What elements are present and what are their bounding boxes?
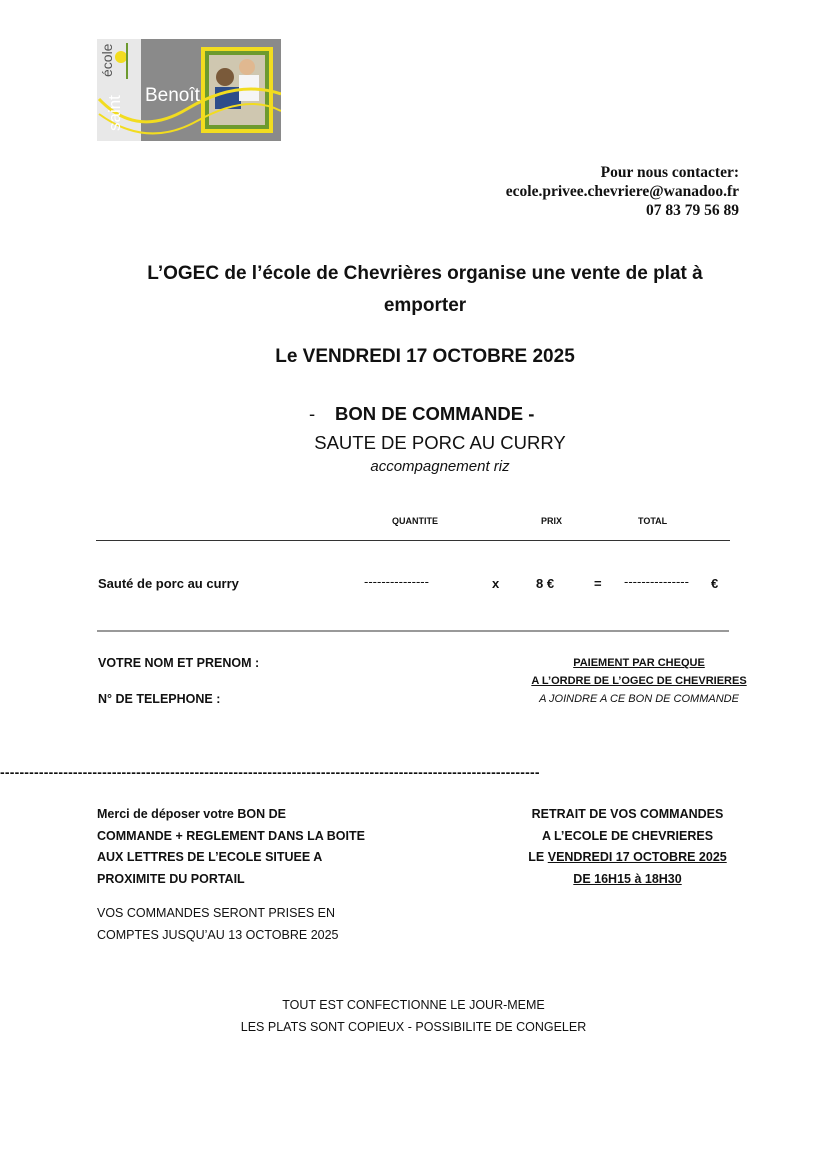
deposit-line: COMMANDE + REGLEMENT DANS LA BOITE	[97, 828, 365, 843]
footer-line-1: TOUT EST CONFECTIONNE LE JOUR-MEME	[282, 998, 545, 1012]
contact-phone: 07 83 79 56 89	[646, 202, 739, 219]
pickup-line-3	[500, 847, 755, 869]
payment-line-1: PAIEMENT PAR CHEQUE	[573, 657, 705, 669]
order-heading-label: BON DE COMMANDE -	[335, 403, 535, 424]
equals-sign: =	[594, 576, 602, 591]
deposit-line: PROXIMITE DU PORTAIL	[97, 871, 245, 886]
deadline-line-2: COMPTES JUSQU’AU 13 OCTOBRE 2025	[97, 927, 339, 942]
logo-text-ecole: école	[99, 43, 115, 77]
deadline-note	[97, 903, 417, 946]
contact-email[interactable]: ecole.privee.chevriere@wanadoo.fr	[505, 183, 739, 200]
footer-note	[200, 995, 627, 1038]
header-total: TOTAL	[638, 516, 668, 526]
school-logo	[97, 39, 281, 141]
unit-price: 8 €	[536, 576, 555, 591]
phone-field-label[interactable]: N° DE TELEPHONE :	[98, 692, 221, 706]
deposit-line: Merci de déposer votre BON DE	[97, 807, 286, 821]
pickup-line-1: RETRAIT DE VOS COMMANDES	[531, 807, 724, 821]
quantity-blank[interactable]: ---------------	[364, 574, 429, 589]
pickup-date: VENDREDI 17 OCTOBRE 2025	[547, 850, 727, 864]
cut-line: ---------------------------------------------------------------------------------------------------------------	[0, 764, 540, 780]
contact-block	[506, 163, 739, 220]
title-line-1: L’OGEC de l’école de Chevrières organise une vente de plat à	[147, 263, 703, 284]
event-date: Le VENDREDI 17 OCTOBRE 2025	[275, 346, 575, 367]
page-title	[90, 258, 760, 322]
logo-text-saint: saint	[105, 95, 124, 131]
logo-text-benoit: Benoît	[145, 85, 200, 106]
table-top-divider	[96, 540, 730, 541]
name-field-label[interactable]: VOTRE NOM ET PRENOM :	[98, 656, 260, 670]
payment-line-2: A L’ORDRE DE L’OGEC DE CHEVRIERES	[531, 675, 747, 687]
contact-heading: Pour nous contacter:	[600, 164, 739, 181]
payment-line-3: A JOINDRE A CE BON DE COMMANDE	[539, 693, 739, 705]
header-price: PRIX	[541, 516, 563, 526]
deposit-line: AUX LETTRES DE L’ECOLE SITUEE A	[97, 850, 323, 864]
times-sign: x	[492, 576, 500, 591]
pickup-hours: DE 16H15 à 18H30	[573, 871, 682, 886]
pickup-line-2: A L’ECOLE DE CHEVRIERES	[541, 828, 714, 843]
item-label: Sauté de porc au curry	[98, 576, 239, 591]
footer-line-2: LES PLATS SONT COPIEUX - POSSIBILITE DE CONGELER	[240, 1019, 587, 1034]
total-blank[interactable]: ---------------	[624, 574, 689, 589]
pickup-date-prefix: LE	[528, 850, 545, 864]
title-line-2: emporter	[383, 295, 467, 316]
header-quantity: QUANTITE	[392, 516, 438, 526]
order-heading-dash: -	[309, 403, 316, 424]
deposit-instructions	[97, 804, 397, 890]
deadline-line-1: VOS COMMANDES SERONT PRISES EN	[97, 906, 336, 920]
dish-name: SAUTE DE PORC AU CURRY	[314, 432, 566, 453]
currency-sign: €	[711, 576, 719, 591]
pickup-info	[500, 804, 755, 890]
dish-side: accompagnement riz	[370, 458, 510, 475]
table-bottom-divider	[97, 630, 729, 632]
